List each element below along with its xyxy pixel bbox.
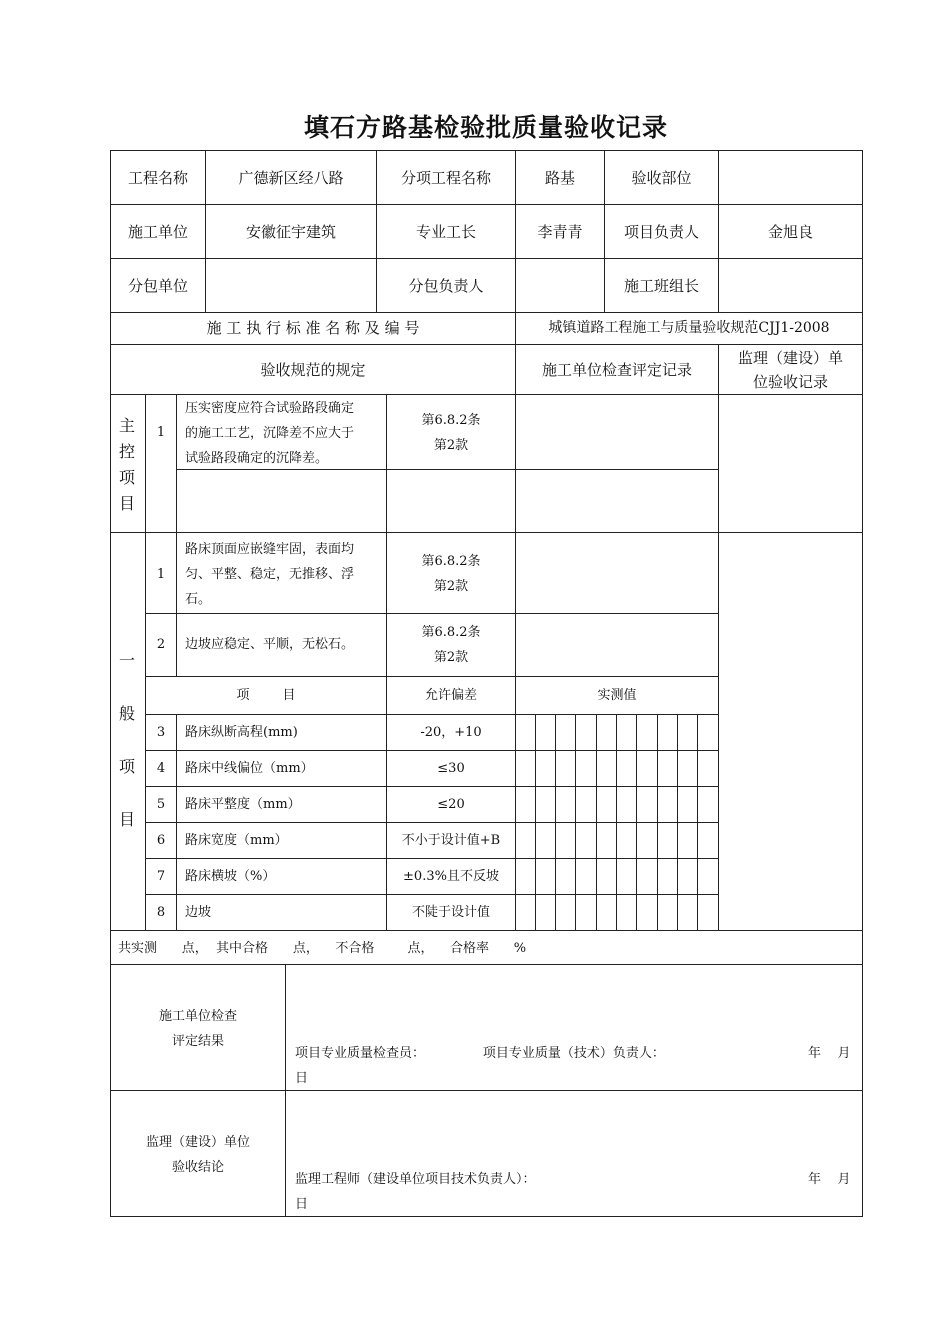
measure-row-number: 7 xyxy=(156,869,166,884)
project-name-value: 广德新区经八路 xyxy=(238,169,344,187)
standard-value: 城镇道路工程施工与质量验收规范CJJ1-2008 xyxy=(548,320,830,336)
project-manager-value: 金旭良 xyxy=(767,223,813,241)
measure-row-item: 路床宽度（mm） xyxy=(185,833,288,848)
construction-signature-line: 项目专业质量检查员： 项目专业质量（技术）负责人： xyxy=(295,1046,665,1061)
measured-value-header: 实测值 xyxy=(597,688,637,703)
measure-row-tolerance: ±0.3%且不反坡 xyxy=(403,869,499,884)
subitem-value: 路基 xyxy=(544,169,575,187)
supervision-column-header-line1: 监理（建设）单 xyxy=(737,349,843,367)
measure-row-item: 路床横坡（%） xyxy=(185,869,276,884)
main-item-number: 1 xyxy=(156,425,166,440)
general-items-label: 一 般 项 目 xyxy=(118,651,135,829)
construction-date-day: 日 xyxy=(295,1071,309,1086)
construction-check-column-header: 施工单位检查评定记录 xyxy=(541,361,692,379)
construction-result-label-line2: 评定结果 xyxy=(171,1034,224,1049)
measure-row-tolerance: ≤20 xyxy=(437,797,465,812)
measure-row-tolerance: ≤30 xyxy=(437,761,465,776)
measure-row-item: 路床纵断高程(mm) xyxy=(185,725,298,740)
measure-row-tolerance: -20，+10 xyxy=(420,725,482,740)
measure-row-number: 3 xyxy=(156,725,166,740)
measure-row-item: 路床中线偏位（mm） xyxy=(185,761,314,776)
measure-row-number: 4 xyxy=(156,761,166,776)
team-leader-label: 施工班组长 xyxy=(623,277,699,295)
supervision-date-day: 日 xyxy=(295,1197,309,1212)
foreman-value: 李青青 xyxy=(537,223,583,241)
subitem-label: 分项工程名称 xyxy=(400,169,491,187)
measure-row-tolerance: 不小于设计值+B xyxy=(401,833,501,848)
general-item-number: 2 xyxy=(156,637,166,652)
project-name-label: 工程名称 xyxy=(127,169,188,187)
measure-row-number: 8 xyxy=(156,905,166,920)
main-control-label: 主 控 项 目 xyxy=(118,416,135,513)
general-item-number: 1 xyxy=(156,567,166,582)
construction-date-year-month: 年 月 xyxy=(808,1046,851,1061)
measure-row-item: 边坡 xyxy=(185,905,212,920)
construction-result-label-line1: 施工单位检查 xyxy=(158,1009,237,1024)
project-manager-label: 项目负责人 xyxy=(623,223,699,241)
subcontractor-label: 分包单位 xyxy=(127,277,188,295)
foreman-label: 专业工长 xyxy=(415,223,476,241)
standard-label: 施 工 执 行 标 准 名 称 及 编 号 xyxy=(206,319,420,337)
measure-item-header: 项 目 xyxy=(236,688,296,703)
acceptance-part-label: 验收部位 xyxy=(631,169,692,187)
spec-column-header: 验收规范的规定 xyxy=(260,361,366,379)
measure-row-tolerance: 不陡于设计值 xyxy=(411,905,490,920)
general-item-text: 边坡应稳定、平顺，无松石。 xyxy=(185,637,355,652)
summary-line: 共实测 点， 其中合格 点， 不合格 点， 合格率 % xyxy=(118,941,527,956)
sub-manager-label: 分包负责人 xyxy=(408,277,484,295)
supervision-date-year-month: 年 月 xyxy=(808,1172,851,1187)
construction-unit-label: 施工单位 xyxy=(127,223,188,241)
measure-row-number: 6 xyxy=(156,833,166,848)
supervision-signature-line: 监理工程师（建设单位项目技术负责人）： xyxy=(295,1172,536,1187)
measure-row-item: 路床平整度（mm） xyxy=(185,797,301,812)
supervision-column-header-line2: 位验收记录 xyxy=(752,373,828,391)
measure-row-number: 5 xyxy=(156,797,166,812)
supervision-result-label-line2: 验收结论 xyxy=(171,1160,224,1175)
document-title: 填石方路基检验批质量验收记录 xyxy=(303,113,668,142)
supervision-result-label-line1: 监理（建设）单位 xyxy=(145,1135,250,1150)
construction-unit-value: 安徽征宇建筑 xyxy=(245,223,336,241)
tolerance-header: 允许偏差 xyxy=(424,688,477,703)
